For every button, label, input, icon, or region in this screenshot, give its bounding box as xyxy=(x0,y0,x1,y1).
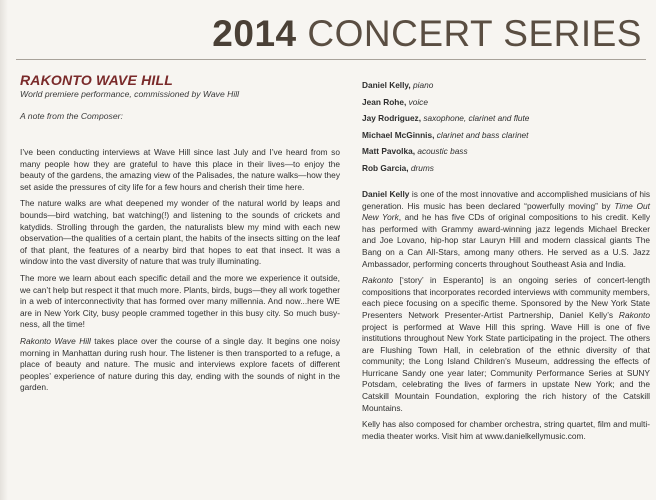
header-divider xyxy=(16,59,646,60)
piece-title-inline: Rakonto Wave Hill xyxy=(20,335,91,346)
note-paragraph-4-text: takes place over the course of a single day. It begins one noisy morning in Manhattan during rush hour. The listener is then transported to a refuge, a place of beauty and nature. The music and interviews explore facets of different peoples’ experience of nature during this day, ending with the sounds of night in the garden. xyxy=(20,335,340,393)
composer-note-label: A note from the Composer: xyxy=(20,111,123,121)
performer-instrument: clarinet and bass clarinet xyxy=(434,129,529,140)
rakonto-text-a: [‘story’ in Esperanto] is an ongoing series of concert-length compositions that incorporates recorded interviews with community members, each piece focusing on a specific theme. Sponsored by the New York State Presenters Network Presenter-Artist Partnership, Daniel Kelly’s xyxy=(362,275,650,320)
bio-publication: Time Out New York xyxy=(362,200,650,223)
header-title: CONCERT SERIES xyxy=(307,13,642,54)
rakonto-term-2: Rakonto xyxy=(618,309,650,320)
note-paragraph-1: I’ve been conducting interviews at Wave Hill since last July and I’ve heard from so many people how they are grateful to have this place in their lives—to enjoy the beauty of the gardens, the amazing view of the Palisades, the nature walks—how they set aside the pressures of city life for a few hours and cherish their time here. xyxy=(20,147,340,192)
performer-instrument: piano xyxy=(410,80,434,90)
page-edge xyxy=(0,0,8,500)
bio-text-a: is one of the most innovative and accomplished musicians of his generation. His music has been declared “powerfully moving” by xyxy=(362,188,650,211)
performer-item xyxy=(362,163,650,173)
performer-name: Rob Garcia, xyxy=(362,162,409,173)
piece-title: RAKONTO WAVE HILL xyxy=(20,72,173,88)
note-paragraph-4 xyxy=(20,336,340,394)
performer-name: Daniel Kelly, xyxy=(362,80,411,90)
rakonto-text-b: project is performed at Wave Hill this spring. Wave Hill is one of five institutions throughout New York State participating in the project. The others are Flushing Town Hall, in celebration of the ethnic diversity of that community; the Long Island Children’s Museum, addressing the effects of Hurricane Sandy one year later; Community Performance Series at SUNY Potsdam, celebrating the lives of farmers in upstate New York; and the Catskill Mountain Foundation, exploring the rich history of the Catskill Mountains. xyxy=(362,321,650,413)
rakonto-term: Rakonto xyxy=(362,275,394,286)
performer-item xyxy=(362,130,650,140)
header-year: 2014 xyxy=(212,13,297,54)
performer-name: Jean Rohe, xyxy=(362,96,407,107)
performer-instrument: acoustic bass xyxy=(415,146,468,157)
left-column xyxy=(20,72,340,394)
performer-name: Jay Rodriguez, xyxy=(362,113,422,124)
performer-name: Michael McGinnis, xyxy=(362,129,435,140)
bio-text-b: , and he has five CDs of original compositions to his credit. Kelly has performed with Grammy award-winning jazz legends Michael Brecker and Joe Lovano, hip-hop star Lauryn Hill and modern classical giants The Bang on a Can All-Stars, among many others. He served as a U.S. Jazz Ambassador, performing concerts throughout Southeast Asia and India. xyxy=(362,212,650,269)
page-header xyxy=(212,14,642,54)
performer-name: Matt Pavolka, xyxy=(362,146,416,157)
rakonto-paragraph xyxy=(362,275,650,414)
piece-subtitle: World premiere performance, commissioned by Wave Hill xyxy=(20,89,240,99)
note-paragraph-3: The more we learn about each specific detail and the more we experience it outside, we can’t help but respect it that much more. Plants, birds, bugs—they all work together in a web of interconnectivity that has formed over many millennia. And now...here WE are in New York City, busy people crammed together in this busy city. So much busy-ness, all the time! xyxy=(20,272,340,330)
bio-paragraph xyxy=(362,189,650,270)
performer-item xyxy=(362,113,650,123)
performer-item xyxy=(362,80,650,90)
right-column xyxy=(362,80,650,442)
performer-instrument: drums xyxy=(408,162,434,173)
performer-instrument: saxophone, clarinet and flute xyxy=(421,113,530,124)
performer-instrument: voice xyxy=(406,96,428,107)
bio-name: Daniel Kelly xyxy=(362,188,410,199)
performer-item xyxy=(362,97,650,107)
note-paragraph-2: The nature walks are what deepened my wonder of the natural world by leaps and bounds—bird watching, bat watching(!) and listening to the sounds of crickets and katydids. Strolling through the garden, the naturalists blew my mind with each new observation—the qualities of a certain plant, the habits of the insects sitting on the leaf of that plant, the features of a nearby bird that hopes to eat that insect. It was a window into the vast diversity of nature that was truly illuminating. xyxy=(20,198,340,267)
performer-list xyxy=(362,80,650,173)
closing-paragraph: Kelly has also composed for chamber orchestra, string quartet, film and multi-media theater works. Visit him at www.danielkellymusic.com. xyxy=(362,419,650,441)
performer-item xyxy=(362,146,650,156)
